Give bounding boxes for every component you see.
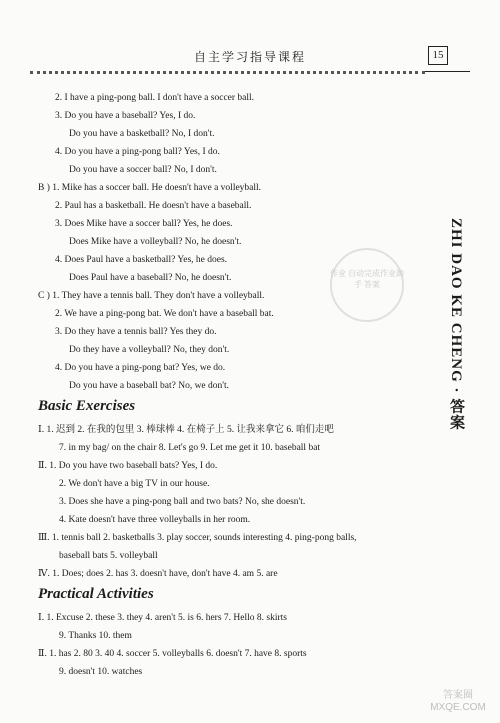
section-heading: Practical Activities (38, 586, 154, 602)
header-solid-rule (425, 71, 470, 72)
answer-line: Do you have a soccer ball? No, I don't. (69, 165, 217, 175)
answer-line: baseball bats 5. volleyball (59, 551, 158, 561)
answer-line: B ) 1. Mike has a soccer ball. He doesn't have a volleyball. (38, 183, 262, 193)
answer-line: Ⅲ. 1. tennis ball 2. basketballs 3. play soccer, sounds interesting 4. ping-pong balls, (38, 533, 357, 543)
answer-line: 4. Kate doesn't have three volleyballs in her room. (59, 515, 251, 525)
answer-line: 3. Does she have a ping-pong ball and two bats? No, she doesn't. (59, 497, 306, 507)
answer-line: Ⅰ. 1. 迟到 2. 在我的包里 3. 棒球棒 4. 在椅子上 5. 让我来拿它 6. 咱们走吧 (38, 425, 334, 435)
page-number: 15 (428, 46, 448, 65)
watermark-logo: 答案圈 MXQE.COM (430, 690, 486, 713)
answer-line: 3. Does Mike have a soccer ball? Yes, he does. (55, 219, 233, 229)
page-header-title: 自主学习指导课程 (193, 50, 306, 64)
answer-line: C ) 1. They have a tennis ball. They don't have a volleyball. (38, 291, 265, 301)
answer-line: Ⅱ. 1. Do you have two baseball bats? Yes, I do. (38, 461, 218, 471)
header-dotted-rule (30, 71, 425, 74)
answer-line: Do you have a basketball? No, I don't. (69, 129, 215, 139)
answer-line: 2. I have a ping-pong ball. I don't have a soccer ball. (55, 93, 255, 103)
answer-line: Does Paul have a baseball? No, he doesn't. (69, 273, 232, 283)
answer-line: 3. Do you have a baseball? Yes, I do. (55, 111, 196, 121)
answer-line: 2. Paul has a basketball. He doesn't have a baseball. (55, 201, 252, 211)
answer-line: Do you have a baseball bat? No, we don't. (69, 381, 229, 391)
answer-line: Do they have a volleyball? No, they don't. (69, 345, 230, 355)
answer-line: Ⅳ. 1. Does; does 2. has 3. doesn't have, don't have 4. am 5. are (38, 569, 278, 579)
section-heading: Basic Exercises (38, 398, 136, 414)
answer-line: 9. doesn't 10. watches (59, 667, 143, 677)
answer-line: 4. Does Paul have a basketball? Yes, he does. (55, 255, 228, 265)
answer-line: 4. Do you have a ping-pong ball? Yes, I do. (55, 147, 220, 157)
stamp-text: 作业 自动完成作业助手 答案 (330, 269, 404, 289)
answer-line: Ⅰ. 1. Excuse 2. these 3. they 4. aren't 5. is 6. hers 7. Hello 8. skirts (38, 613, 287, 623)
answer-line: 3. Do they have a tennis ball? Yes they do. (55, 327, 217, 337)
side-vertical-text: ZHI DAO KE CHENG · 答案 (448, 218, 464, 431)
answer-line: 9. Thanks 10. them (59, 631, 132, 641)
answer-line: Ⅱ. 1. has 2. 80 3. 40 4. soccer 5. volleyballs 6. doesn't 7. have 8. sports (38, 649, 307, 659)
answer-line: 2. We don't have a big TV in our house. (59, 479, 210, 489)
answer-line: 2. We have a ping-pong bat. We don't have a baseball bat. (55, 309, 274, 319)
answer-line: Does Mike have a volleyball? No, he doesn't. (69, 237, 242, 247)
answer-line: 7. in my bag/ on the chair 8. Let's go 9. Let me get it 10. baseball bat (59, 443, 321, 453)
answer-line: 4. Do you have a ping-pong bat? Yes, we do. (55, 363, 226, 373)
